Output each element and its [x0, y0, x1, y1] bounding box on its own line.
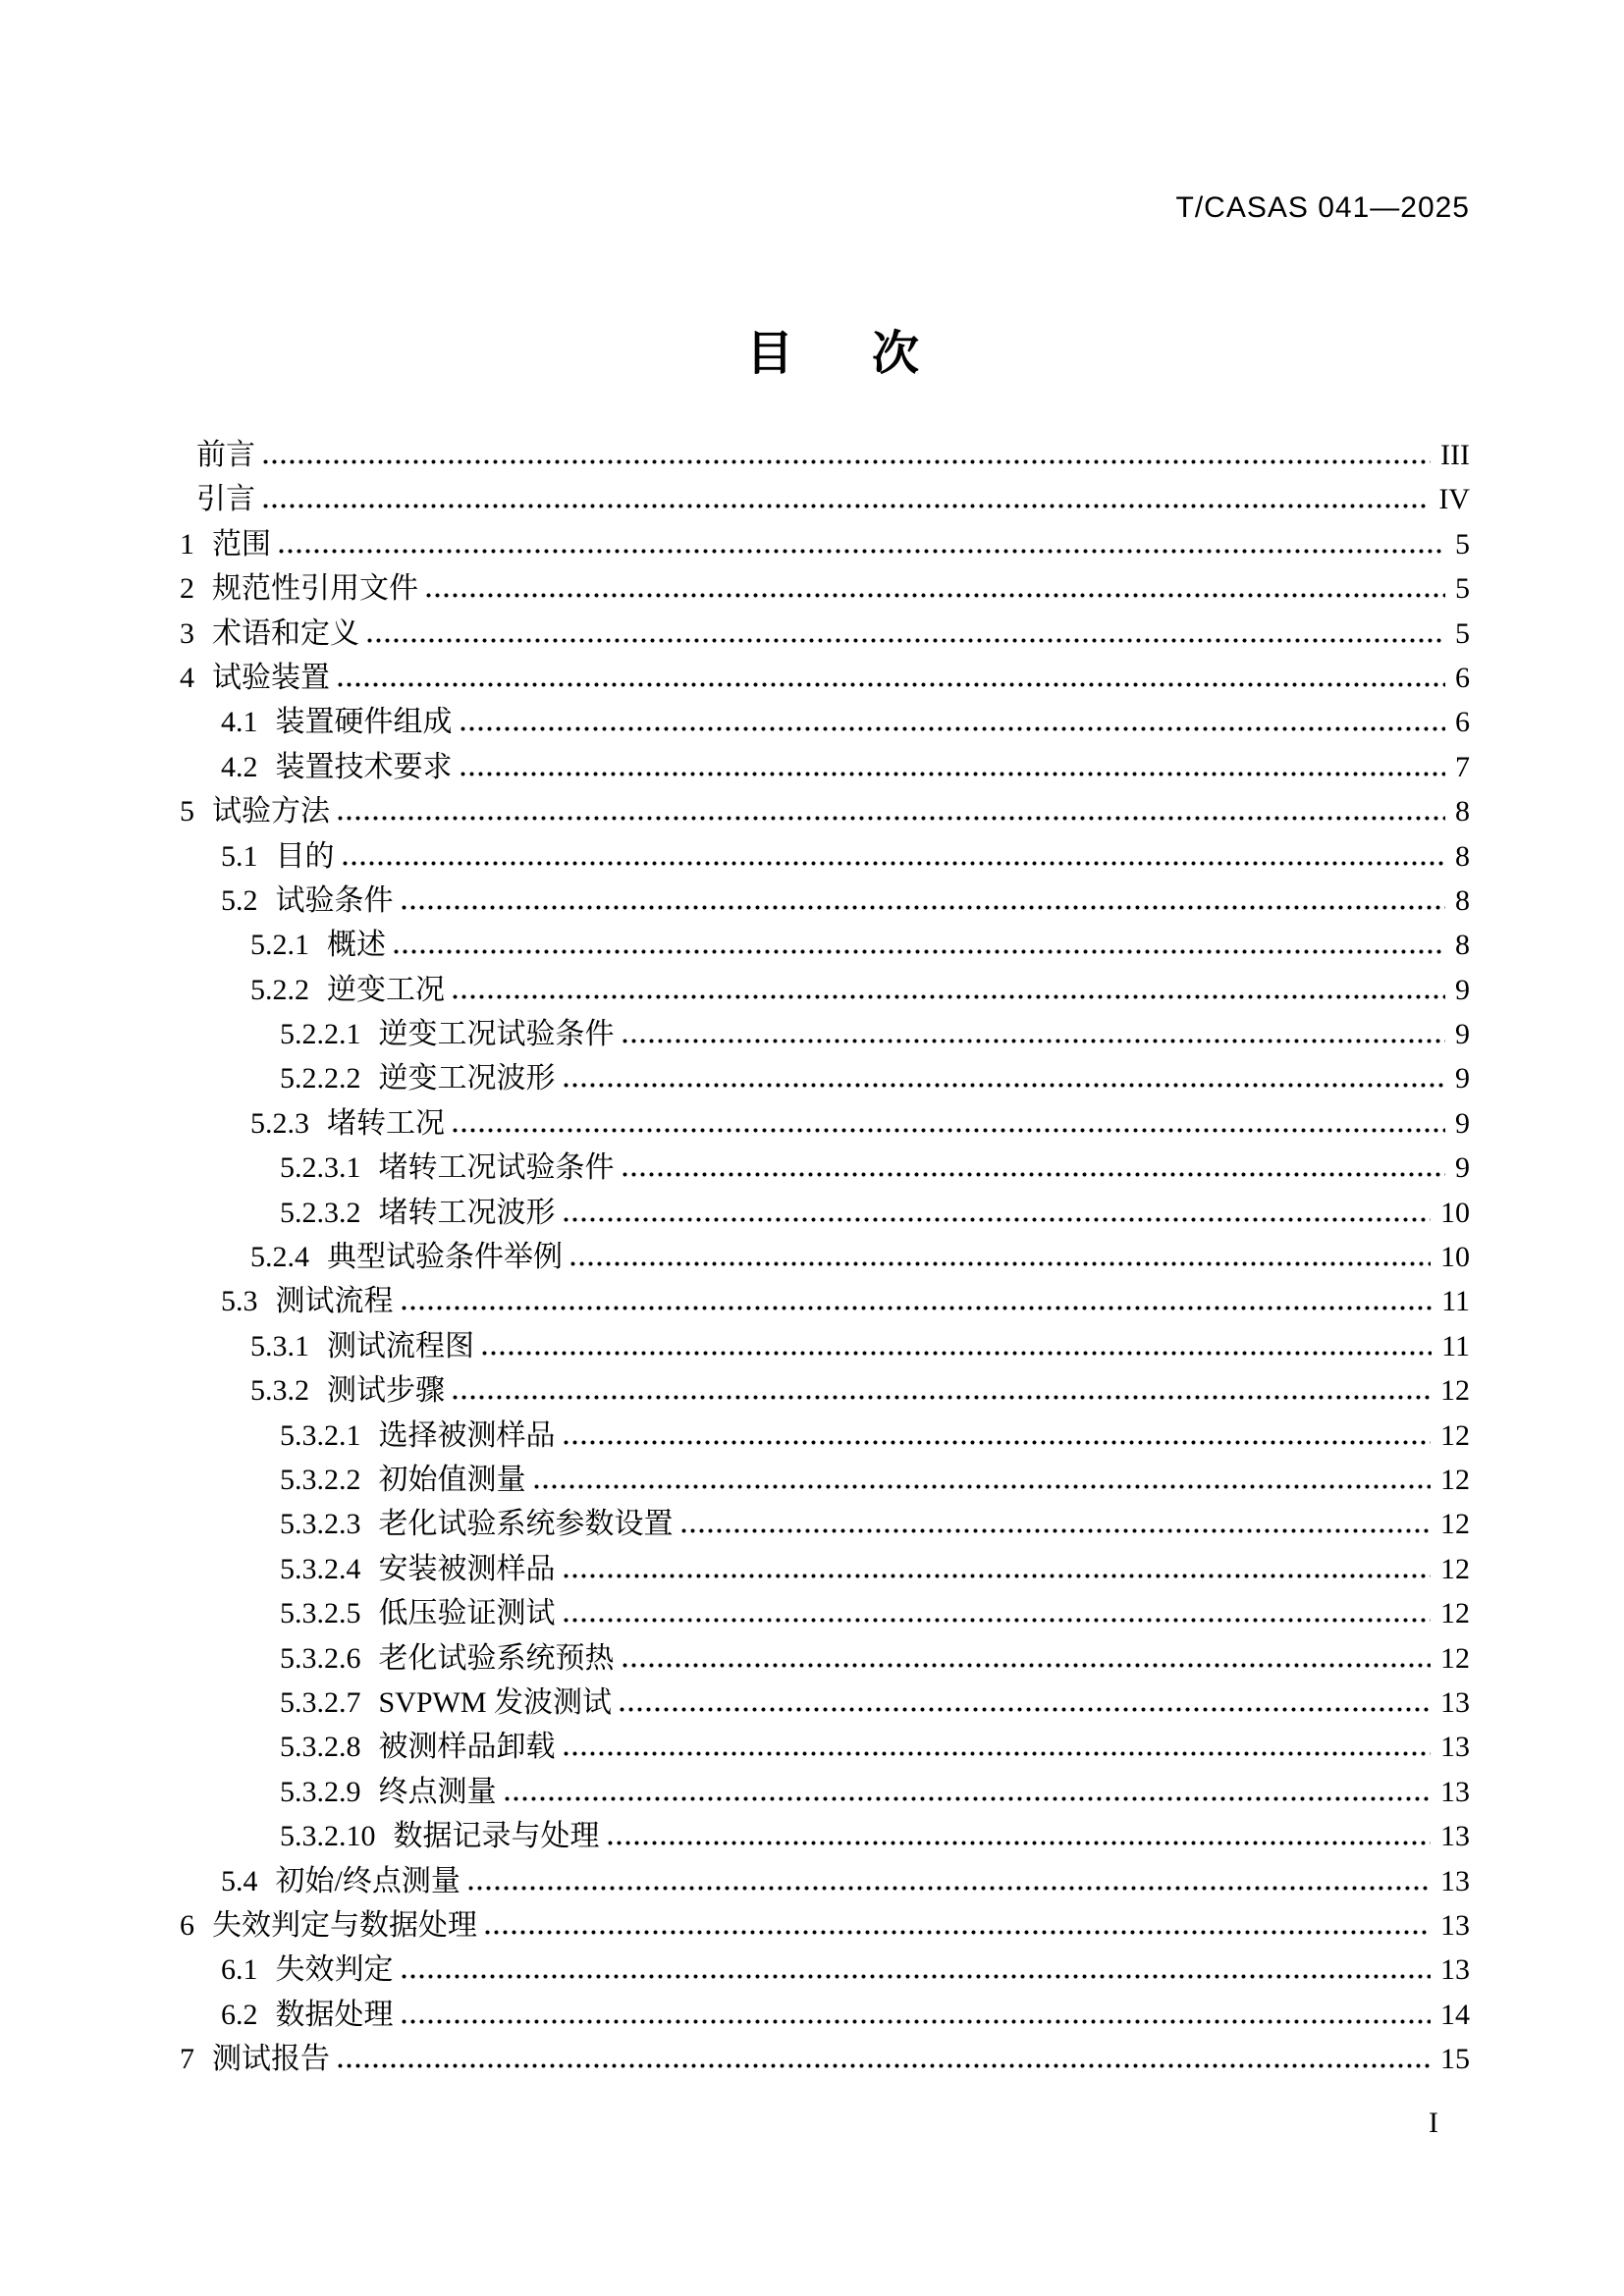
- toc-entry: [180, 477, 1470, 521]
- toc-entry-title: 目的: [275, 839, 335, 873]
- toc-entry-number: 5.3: [221, 1285, 258, 1318]
- toc-entry: [180, 789, 1470, 833]
- toc-entry: [180, 1235, 1470, 1279]
- toc-entry-title: 引言: [196, 483, 255, 516]
- toc-entry: [180, 1725, 1470, 1769]
- toc-entry-title: 堵转工况试验条件: [378, 1151, 615, 1185]
- toc-entry-number: 5.2.4: [250, 1241, 309, 1274]
- dot-leader: [564, 1574, 1432, 1578]
- toc-entry: [180, 1681, 1470, 1725]
- toc-entry-title: SVPWM 发波测试: [378, 1685, 613, 1719]
- dot-leader: [263, 459, 1431, 464]
- dot-leader: [485, 1930, 1431, 1935]
- toc-entry-number: 5.3.2: [250, 1374, 309, 1408]
- toc-entry-title: 失效判定与数据处理: [212, 1908, 477, 1942]
- toc-entry-page: 13: [1440, 1685, 1470, 1719]
- toc-entry-title: 选择被测样品: [378, 1418, 556, 1452]
- toc-entry-title: 低压验证测试: [378, 1597, 556, 1630]
- toc-entry-number: 5.3.2.10: [280, 1820, 376, 1853]
- dot-leader: [564, 1217, 1432, 1222]
- toc-entry-page: 12: [1440, 1552, 1470, 1585]
- toc-entry-page: 8: [1455, 883, 1470, 917]
- dot-leader: [338, 682, 1445, 687]
- toc-entry: [180, 656, 1470, 700]
- toc-entry-page: 8: [1455, 839, 1470, 873]
- toc-entry-page: 11: [1441, 1329, 1470, 1362]
- dot-leader: [453, 994, 1445, 999]
- toc-entry: [180, 1591, 1470, 1635]
- doc-number: T/CASAS 041—2025: [1175, 191, 1470, 224]
- dot-leader: [338, 816, 1445, 821]
- toc-entry-title: 测试流程图: [327, 1329, 474, 1362]
- toc-entry-number: 6.2: [221, 1998, 258, 2031]
- dot-leader: [534, 1484, 1432, 1489]
- toc-entry-page: 5: [1455, 616, 1470, 650]
- dot-leader: [570, 1261, 1431, 1266]
- toc-entry-page: 9: [1455, 1018, 1470, 1051]
- toc-entry-number: 6.1: [221, 1953, 258, 1987]
- dot-leader: [338, 2063, 1431, 2068]
- toc-entry-number: 5.3.2.4: [280, 1552, 361, 1585]
- toc-entry-title: 被测样品卸载: [378, 1731, 556, 1764]
- toc-entry-title: 试验方法: [212, 795, 330, 828]
- toc-entry-title: 测试流程: [275, 1285, 394, 1318]
- toc-entry-title: 典型试验条件举例: [327, 1241, 563, 1274]
- toc-entry: [180, 834, 1470, 879]
- toc-entry-title: 逆变工况: [327, 973, 445, 1006]
- dot-leader: [402, 1974, 1432, 1979]
- toc-entry-number: 5.4: [221, 1864, 258, 1897]
- toc-entry-number: 5.3.2.1: [280, 1418, 361, 1452]
- toc-entry-number: 5.2.3.1: [280, 1151, 361, 1185]
- toc-entry-page: 6: [1455, 706, 1470, 739]
- toc-entry: [180, 612, 1470, 656]
- toc-entry-number: 5.3.2.2: [280, 1463, 361, 1496]
- toc-entry-number: 1: [180, 527, 194, 561]
- toc-entry-number: 6: [180, 1908, 194, 1942]
- toc-entry: [180, 1458, 1470, 1502]
- toc-entry-page: 13: [1440, 1775, 1470, 1808]
- toc-entry-page: 12: [1440, 1374, 1470, 1408]
- dot-leader: [482, 1351, 1432, 1356]
- toc-entry-title: 失效判定: [275, 1953, 394, 1987]
- toc-entry-page: 13: [1440, 1908, 1470, 1942]
- dot-leader: [343, 861, 1446, 866]
- toc-entry: [180, 566, 1470, 611]
- toc-entry-page: 7: [1455, 750, 1470, 783]
- toc-entry-page: 8: [1455, 929, 1470, 962]
- toc-entry: [180, 2037, 1470, 2081]
- dot-leader: [460, 726, 1446, 731]
- toc-entry-title: 试验条件: [275, 883, 394, 917]
- toc-entry-number: 4: [180, 661, 194, 694]
- dot-leader: [453, 1395, 1431, 1400]
- toc-entry: [180, 1191, 1470, 1235]
- toc-entry-title: 初始值测量: [378, 1463, 526, 1496]
- toc-entry-page: 9: [1455, 973, 1470, 1006]
- toc-entry-page: 9: [1455, 1106, 1470, 1140]
- toc-entry: [180, 1547, 1470, 1591]
- toc-entry-number: 5.3.2.8: [280, 1731, 361, 1764]
- toc-entry-title: 术语和定义: [212, 616, 359, 650]
- page-title-char-2: 次: [872, 328, 920, 380]
- toc-entry-page: 12: [1440, 1508, 1470, 1541]
- toc-entry-page: 13: [1440, 1731, 1470, 1764]
- toc-entry-number: 5.1: [221, 839, 258, 873]
- toc-entry-title: 测试报告: [212, 2043, 330, 2076]
- toc-entry: [180, 1056, 1470, 1100]
- toc-entry-title: 装置硬件组成: [275, 706, 453, 739]
- toc-entry: [180, 1279, 1470, 1323]
- dot-leader: [620, 1707, 1431, 1712]
- toc-entry-title: 规范性引用文件: [212, 572, 418, 606]
- toc-entry-number: 5.3.2.3: [280, 1508, 361, 1541]
- toc-entry-page: 15: [1440, 2043, 1470, 2076]
- toc-entry-title: 堵转工况波形: [378, 1196, 556, 1229]
- dot-leader: [623, 1039, 1446, 1043]
- toc-entry-number: 5.3.2.5: [280, 1597, 361, 1630]
- toc-entry-page: 14: [1440, 1998, 1470, 2031]
- toc-entry: [180, 700, 1470, 744]
- dot-leader: [505, 1796, 1432, 1801]
- dot-leader: [564, 1440, 1432, 1445]
- toc-entry-page: 9: [1455, 1151, 1470, 1185]
- toc-entry: [180, 1146, 1470, 1190]
- toc-entry-page: III: [1440, 439, 1470, 471]
- dot-leader: [608, 1841, 1432, 1845]
- toc-entry: [180, 879, 1470, 923]
- toc-list: [180, 433, 1470, 2081]
- toc-entry-page: 9: [1455, 1062, 1470, 1095]
- toc-entry-title: 前言: [196, 439, 255, 471]
- dot-leader: [394, 949, 1445, 954]
- page-title-char-1: 目: [745, 328, 793, 380]
- toc-entry-page: 5: [1455, 527, 1470, 561]
- toc-entry: [180, 745, 1470, 789]
- toc-entry-title: 堵转工况: [327, 1106, 445, 1140]
- dot-leader: [623, 1663, 1432, 1668]
- toc-entry-page: 11: [1441, 1285, 1470, 1318]
- toc-entry: [180, 1502, 1470, 1546]
- toc-entry-number: 5.3.2.9: [280, 1775, 361, 1808]
- dot-leader: [402, 905, 1446, 910]
- toc-entry: [180, 1368, 1470, 1413]
- toc-entry-page: 10: [1440, 1241, 1470, 1274]
- toc-entry-page: 13: [1440, 1953, 1470, 1987]
- toc-entry-number: 5.3.2.6: [280, 1641, 361, 1675]
- toc-entry-title: 终点测量: [378, 1775, 497, 1808]
- toc-entry: [180, 1636, 1470, 1681]
- toc-entry-title: 数据记录与处理: [393, 1820, 600, 1853]
- toc-entry: [180, 433, 1470, 477]
- toc-entry-title: 概述: [327, 929, 386, 962]
- toc-entry-number: 5: [180, 795, 194, 828]
- toc-entry-title: 初始/终点测量: [275, 1864, 460, 1897]
- toc-entry-page: 12: [1440, 1597, 1470, 1630]
- toc-entry: [180, 1101, 1470, 1146]
- toc-entry-page: 13: [1440, 1864, 1470, 1897]
- toc-entry: [180, 1012, 1470, 1056]
- toc-entry-title: 安装被测样品: [378, 1552, 556, 1585]
- dot-leader: [564, 1751, 1432, 1756]
- toc-entry-page: 12: [1440, 1641, 1470, 1675]
- toc-entry: [180, 1414, 1470, 1458]
- toc-entry-number: 5.2.3: [250, 1106, 309, 1140]
- toc-entry-number: 4.2: [221, 750, 258, 783]
- dot-leader: [681, 1528, 1432, 1533]
- toc-entry-page: 10: [1440, 1196, 1470, 1229]
- toc-entry-page: 12: [1440, 1418, 1470, 1452]
- toc-entry-number: 5.2.1: [250, 929, 309, 962]
- toc-entry-number: 5.2.2.2: [280, 1062, 361, 1095]
- toc-entry-number: 7: [180, 2043, 194, 2076]
- toc-entry: [180, 1814, 1470, 1858]
- toc-entry-page: 5: [1455, 572, 1470, 606]
- toc-entry: [180, 1903, 1470, 1948]
- toc-entry: [180, 1993, 1470, 2037]
- toc-entry-page: 8: [1455, 795, 1470, 828]
- toc-entry-page: 6: [1455, 661, 1470, 694]
- dot-leader: [623, 1172, 1446, 1177]
- dot-leader: [279, 549, 1445, 554]
- toc-entry-title: 逆变工况波形: [378, 1062, 556, 1095]
- dot-leader: [426, 593, 1445, 598]
- dot-leader: [402, 1306, 1433, 1310]
- footer-page-number: I: [1429, 2107, 1438, 2139]
- toc-entry-number: 5.3.2.7: [280, 1685, 361, 1719]
- toc-entry-number: 5.2.2.1: [280, 1018, 361, 1051]
- toc-entry-title: 范围: [212, 527, 271, 561]
- toc-entry: [180, 1324, 1470, 1368]
- toc-entry: [180, 923, 1470, 967]
- toc-entry-number: 2: [180, 572, 194, 606]
- toc-entry-page: 13: [1440, 1820, 1470, 1853]
- toc-entry-number: 5.3.1: [250, 1329, 309, 1362]
- dot-leader: [402, 2019, 1432, 2024]
- dot-leader: [564, 1618, 1432, 1623]
- toc-entry: [180, 1859, 1470, 1903]
- toc-entry-page: 12: [1440, 1463, 1470, 1496]
- dot-leader: [468, 1886, 1431, 1891]
- toc-entry-number: 4.1: [221, 706, 258, 739]
- toc-entry-number: 5.2.3.2: [280, 1196, 361, 1229]
- dot-leader: [460, 772, 1446, 776]
- toc-entry-title: 逆变工况试验条件: [378, 1018, 615, 1051]
- dot-leader: [367, 638, 1445, 643]
- toc-entry-title: 试验装置: [212, 661, 330, 694]
- toc-entry-number: 3: [180, 616, 194, 650]
- toc-entry-title: 测试步骤: [327, 1374, 445, 1408]
- toc-entry-page: IV: [1438, 483, 1470, 516]
- toc-entry-number: 5.2.2: [250, 973, 309, 1006]
- toc-entry: [180, 522, 1470, 566]
- dot-leader: [564, 1083, 1446, 1088]
- dot-leader: [263, 504, 1429, 508]
- toc-entry: [180, 1948, 1470, 1992]
- toc-entry-number: 5.2: [221, 883, 258, 917]
- page-title: [21, 328, 1624, 380]
- toc-entry: [180, 1770, 1470, 1814]
- toc-entry-title: 数据处理: [275, 1998, 394, 2031]
- toc-entry-title: 老化试验系统参数设置: [378, 1508, 674, 1541]
- toc-entry-title: 装置技术要求: [275, 750, 453, 783]
- toc-entry-title: 老化试验系统预热: [378, 1641, 615, 1675]
- toc-entry: [180, 968, 1470, 1012]
- dot-leader: [453, 1128, 1445, 1133]
